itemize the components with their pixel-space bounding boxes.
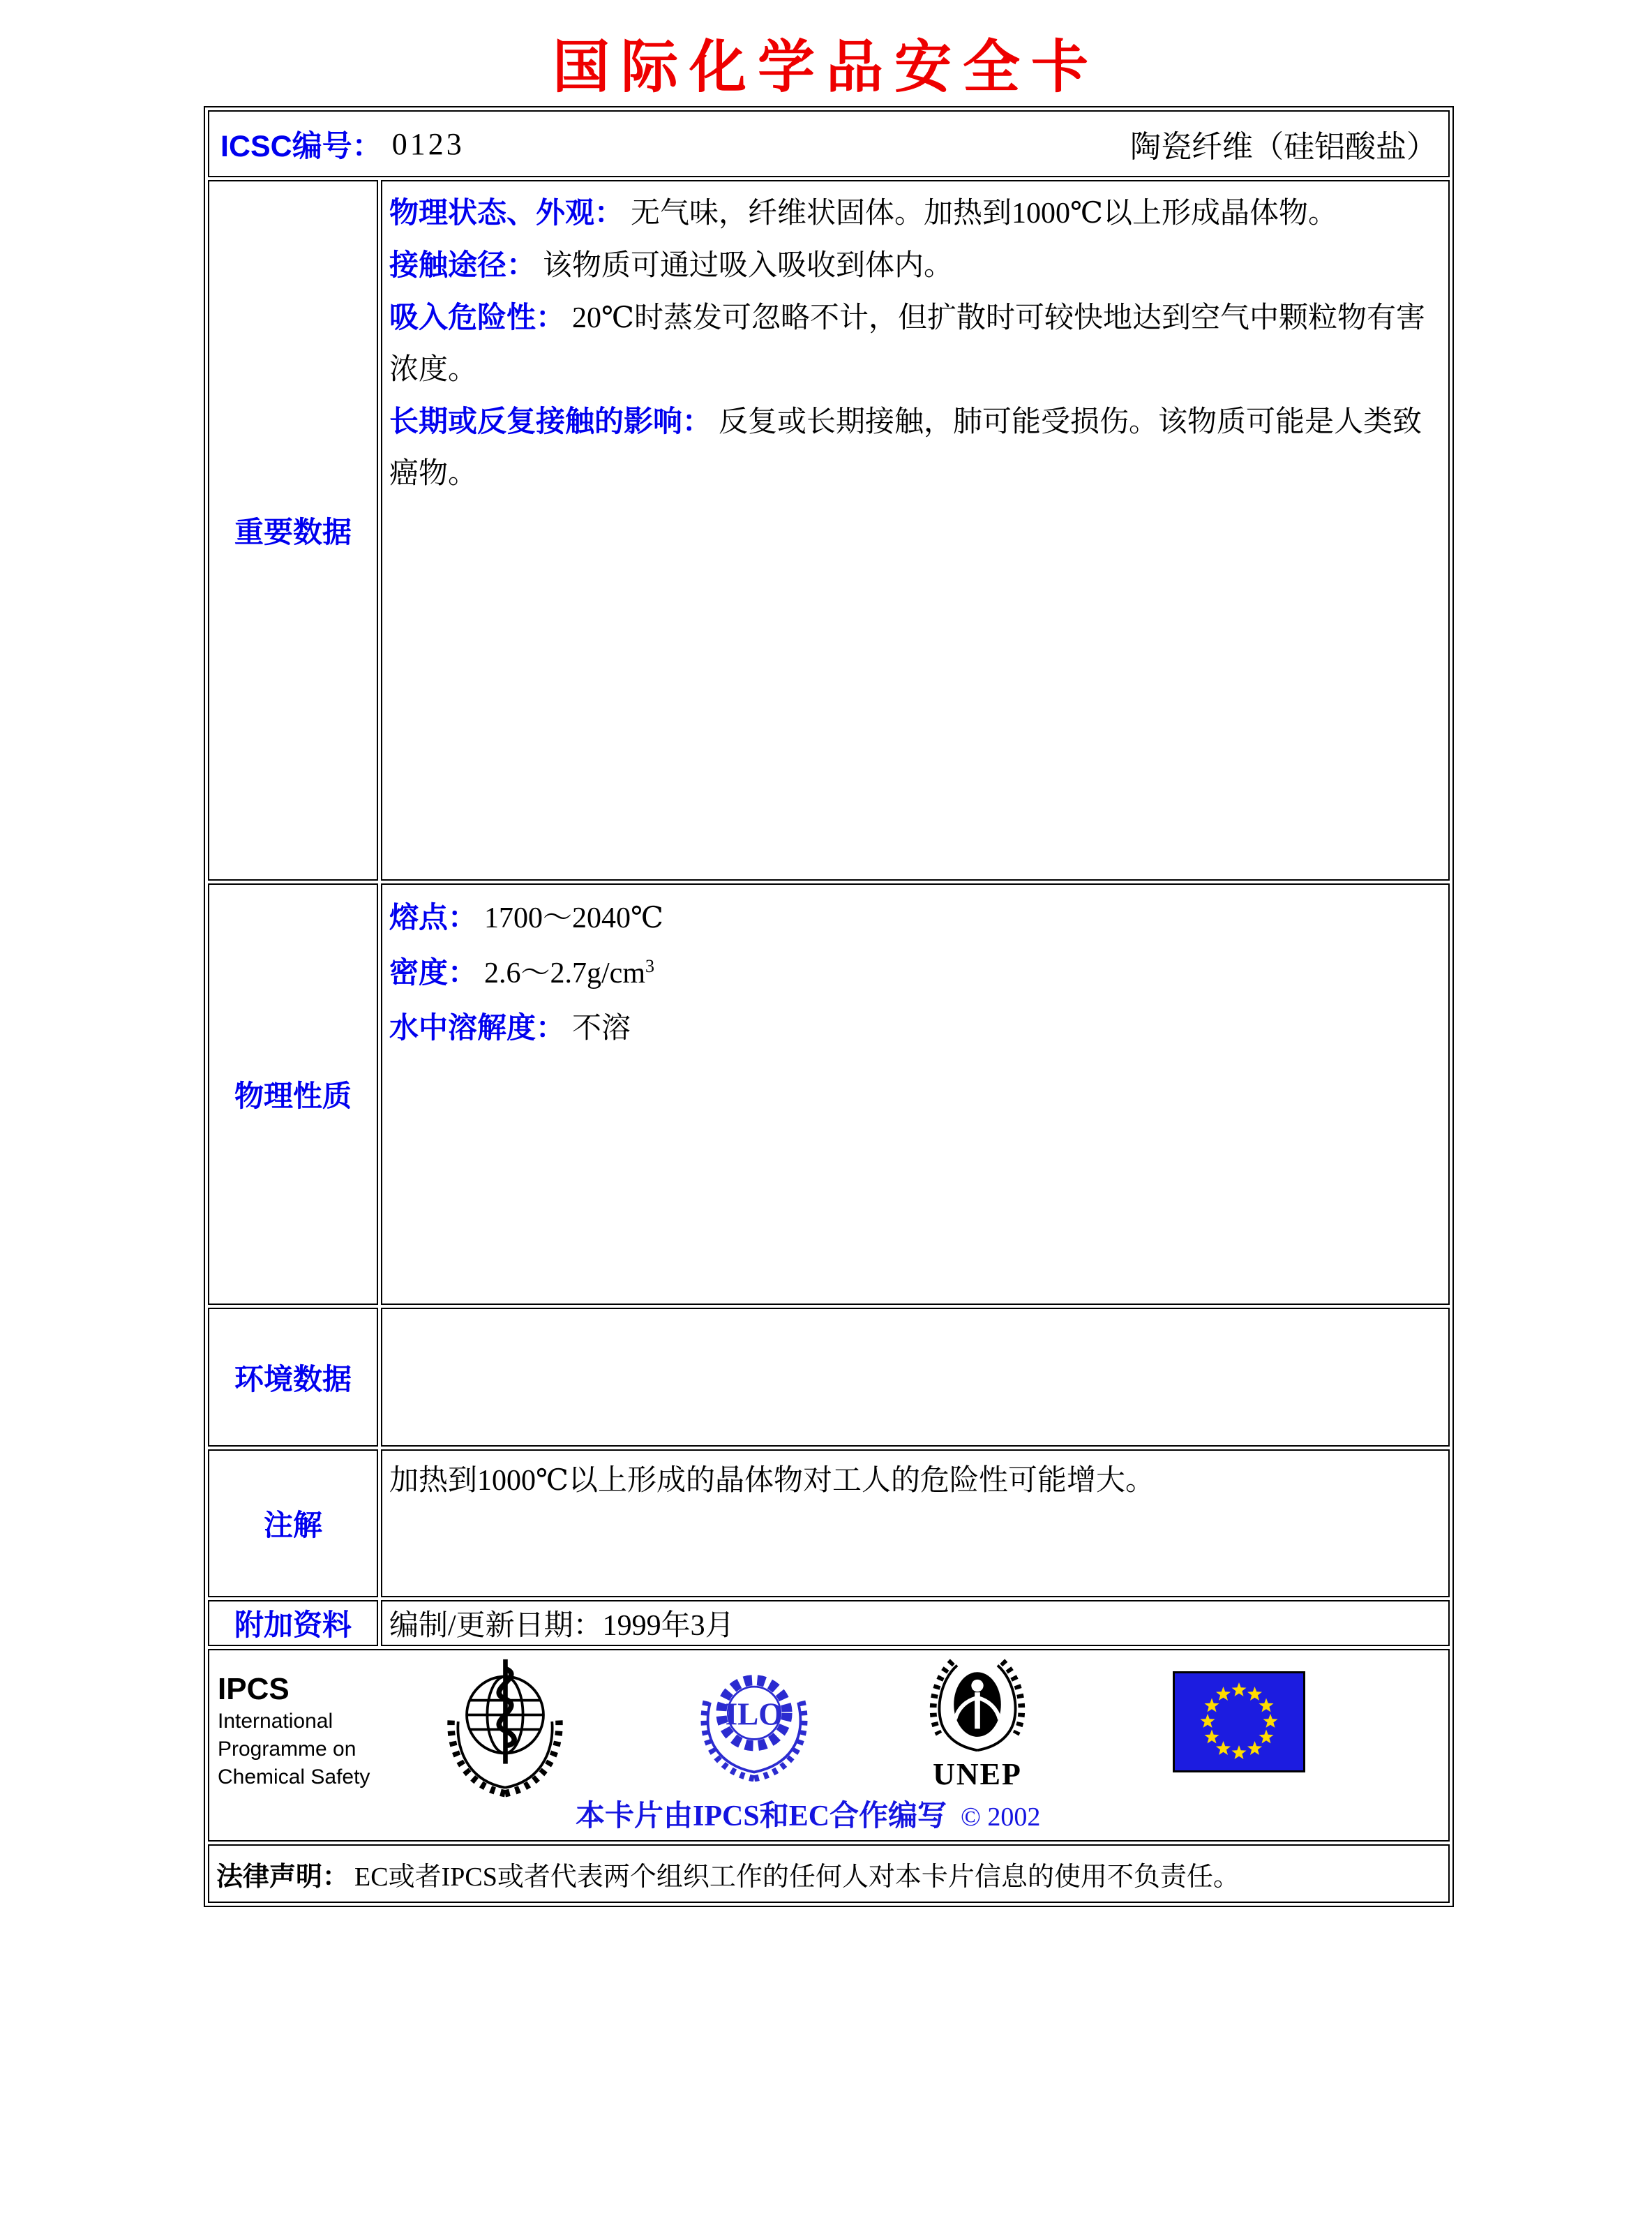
icsc-number-label: ICSC编号： bbox=[220, 129, 382, 163]
environmental-data-content bbox=[381, 1308, 1450, 1447]
term-melting-point: 熔点： bbox=[389, 901, 478, 934]
ilo-monogram: ILO bbox=[725, 1697, 783, 1733]
term-physical-state: 物理状态、外观： bbox=[389, 196, 624, 230]
physical-property-item bbox=[389, 890, 1439, 946]
ipcs-block bbox=[218, 1671, 405, 1791]
important-data-content bbox=[381, 180, 1450, 881]
unep-wordmark: UNEP bbox=[933, 1757, 1022, 1792]
ipcs-subtitle-line: International bbox=[218, 1710, 333, 1733]
desc-exposure-routes: 该物质可通过吸入吸收到体内。 bbox=[543, 250, 954, 283]
legal-row bbox=[208, 1844, 1450, 1903]
unep-emblem-icon bbox=[925, 1657, 1030, 1755]
credit-text: 本卡片由IPCS和EC合作编写 bbox=[576, 1800, 947, 1833]
ipcs-title: IPCS bbox=[218, 1672, 290, 1707]
ipcs-subtitle-line: Programme on bbox=[218, 1738, 356, 1761]
header-cell bbox=[208, 110, 1450, 177]
additional-info-text: 编制/更新日期：1999年3月 bbox=[389, 1610, 735, 1643]
footer-cell bbox=[208, 1649, 1450, 1842]
notes-content bbox=[381, 1449, 1450, 1597]
notes-row bbox=[208, 1449, 1450, 1597]
legal-text: EC或者IPCS或者代表两个组织工作的任何人对本卡片信息的使用不负责任。 bbox=[354, 1862, 1240, 1892]
environmental-data-text bbox=[382, 1309, 1448, 1320]
desc-melting-point: 1700～2040℃ bbox=[484, 902, 663, 935]
notes-label: 注解 bbox=[208, 1449, 378, 1597]
icsc-table bbox=[204, 106, 1454, 1907]
environmental-data-row bbox=[208, 1308, 1450, 1447]
important-data-item bbox=[389, 396, 1439, 500]
legal-label: 法律声明： bbox=[216, 1862, 350, 1892]
legal-cell bbox=[208, 1844, 1450, 1903]
physical-properties-content bbox=[381, 883, 1450, 1305]
environmental-data-label: 环境数据 bbox=[208, 1308, 378, 1447]
additional-info-content bbox=[381, 1600, 1450, 1646]
icsc-number-value: 0123 bbox=[391, 126, 465, 161]
ipcs-subtitle-line: Chemical Safety bbox=[218, 1765, 370, 1789]
term-long-term-effects: 长期或反复接触的影响： bbox=[389, 405, 712, 438]
important-data-label: 重要数据 bbox=[208, 180, 378, 881]
important-data-row bbox=[208, 180, 1450, 881]
notes-text: 加热到1000℃以上形成的晶体物对工人的危险性可能增大。 bbox=[389, 1465, 1155, 1498]
eu-flag-icon bbox=[1173, 1671, 1305, 1772]
ilo-emblem-icon bbox=[698, 1661, 810, 1782]
who-emblem-icon bbox=[442, 1656, 568, 1799]
physical-properties-label: 物理性质 bbox=[208, 883, 378, 1305]
important-data-item bbox=[389, 292, 1439, 396]
term-exposure-routes: 接触途径： bbox=[389, 248, 536, 282]
density-superscript: 3 bbox=[645, 956, 654, 977]
unep-block bbox=[904, 1657, 1051, 1791]
additional-info-row bbox=[208, 1600, 1450, 1646]
header-row bbox=[208, 110, 1450, 177]
physical-properties-row bbox=[208, 883, 1450, 1305]
desc-physical-state: 无气味，纤维状固体。加热到1000℃以上形成晶体物。 bbox=[631, 197, 1338, 230]
page-title: 国际化学品安全卡 bbox=[552, 36, 1099, 99]
important-data-item bbox=[389, 187, 1439, 239]
term-density: 密度： bbox=[389, 956, 478, 989]
credit-line bbox=[576, 1793, 1040, 1835]
term-water-solubility: 水中溶解度： bbox=[389, 1011, 566, 1045]
desc-inhalation-risk: 20℃时蒸发可忽略不计，但扩散时可较快地达到空气中颗粒物有害浓度。 bbox=[389, 302, 1426, 387]
important-data-item bbox=[389, 239, 1439, 292]
physical-property-item bbox=[389, 946, 1439, 1001]
desc-long-term-effects: 反复或长期接触，肺可能受损伤。该物质可能是人类致癌物。 bbox=[389, 406, 1422, 491]
desc-density: 2.6～2.7g/cm bbox=[484, 957, 645, 990]
footer-row bbox=[208, 1649, 1450, 1842]
term-inhalation-risk: 吸入危险性： bbox=[389, 301, 566, 334]
desc-water-solubility: 不溶 bbox=[572, 1013, 631, 1045]
chemical-name: 陶瓷纤维（硅铝酸盐） bbox=[1130, 130, 1437, 165]
copyright-text: © 2002 bbox=[961, 1802, 1041, 1832]
physical-property-item bbox=[389, 1001, 1439, 1056]
additional-info-label: 附加资料 bbox=[208, 1600, 378, 1646]
